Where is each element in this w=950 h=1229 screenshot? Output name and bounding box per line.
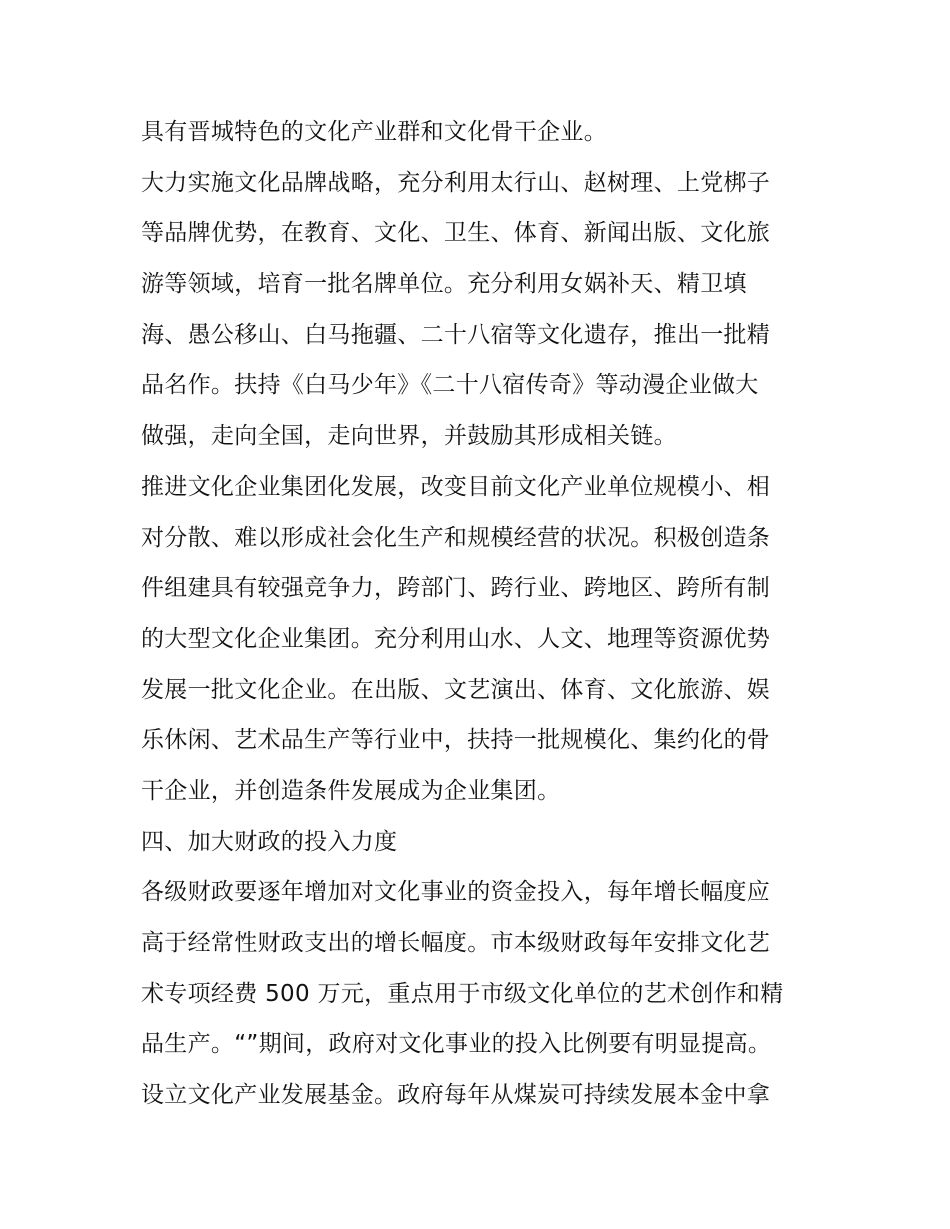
- text-line: 干企业，并创造条件发展成为企业集团。: [141, 777, 561, 804]
- text-line: 对分散、难以形成社会化生产和规模经营的状况。积极创造条: [141, 524, 771, 551]
- text-line: 件组建具有较强竞争力，跨部门、跨行业、跨地区、跨所有制: [141, 575, 771, 602]
- text-line: 品名作。扶持《白马少年》《二十八宿传奇》等动漫企业做大: [141, 372, 759, 399]
- text-line: 等品牌优势，在教育、文化、卫生、体育、新闻出版、文化旅: [141, 220, 771, 247]
- text-line: 的大型文化企业集团。充分利用山水、人文、地理等资源优势: [141, 625, 771, 652]
- section-heading: 四、加大财政的投入力度: [141, 828, 398, 855]
- text-line: 推进文化企业集团化发展，改变目前文化产业单位规模小、相: [141, 473, 771, 500]
- text-line: 海、愚公移山、白马拖疆、二十八宿等文化遗存，推出一批精: [141, 321, 771, 348]
- text-line: 做强，走向全国，走向世界，并鼓励其形成相关链。: [141, 423, 677, 450]
- text-line: 高于经常性财政支出的增长幅度。市本级财政每年安排文化艺: [141, 930, 771, 956]
- text-line: 各级财政要逐年增加对文化事业的资金投入，每年增长幅度应: [141, 879, 771, 906]
- text-line: 游等领域，培育一批名牌单位。充分利用女娲补天、精卫填: [141, 271, 747, 298]
- text-line: 术专项经费 500 万元，重点用于市级文化单位的艺术创作和精: [141, 980, 784, 1007]
- text-line: 设立文化产业发展基金。政府每年从煤炭可持续发展本金中拿: [141, 1082, 771, 1109]
- text-line: 乐休闲、艺术品生产等行业中，扶持一批规模化、集约化的骨: [141, 727, 771, 754]
- document-body: [141, 107, 831, 1121]
- text-line: 具有晋城特色的文化产业群和文化骨干企业。: [141, 119, 607, 145]
- text-line: 品生产。“”期间，政府对文化事业的投入比例要有明显提高。: [141, 1031, 772, 1058]
- text-line: 大力实施文化品牌战略，充分利用太行山、赵树理、上党梆子: [141, 169, 771, 196]
- text-line: 发展一批文化企业。在出版、文艺演出、体育、文化旅游、娱: [141, 676, 771, 703]
